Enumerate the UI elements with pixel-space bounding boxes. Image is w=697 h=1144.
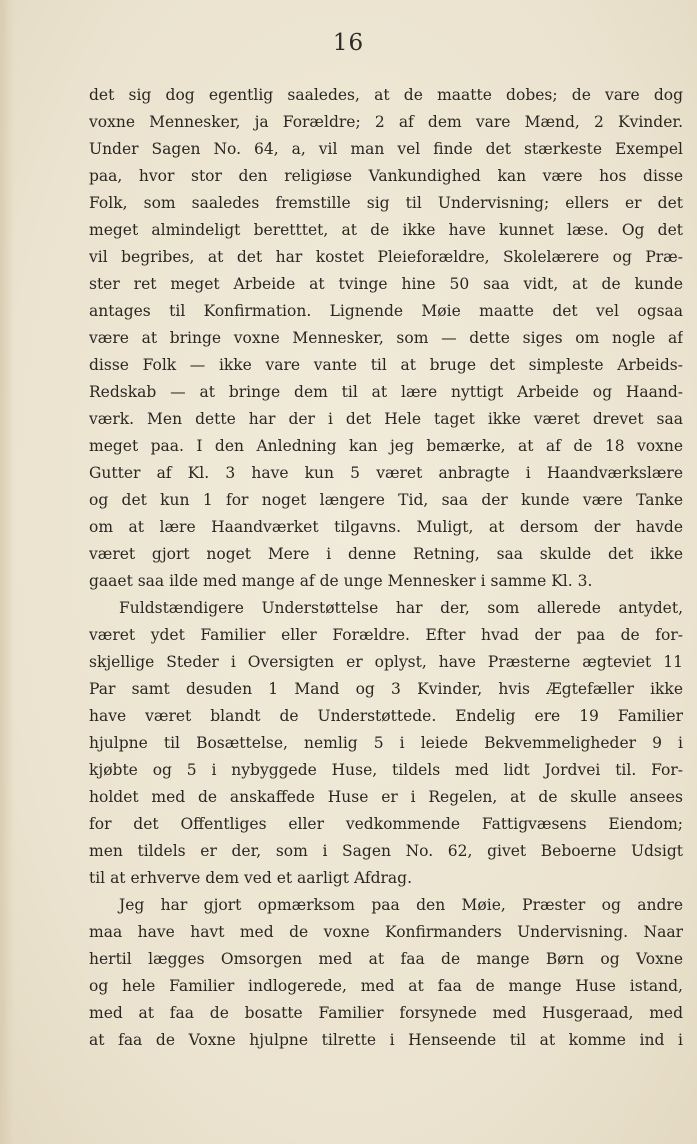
- text-line: været gjort noget Mere i denne Retning, saa skulde det ikke: [89, 545, 683, 563]
- text-line: voxne Mennesker, ja Forældre; 2 af dem vare Mænd, 2 Kvinder.: [89, 113, 683, 131]
- text-line: paa, hvor stor den religiøse Vankundighed kan være hos disse: [89, 167, 683, 185]
- text-line: hertil lægges Omsorgen med at faa de mange Børn og Voxne: [89, 950, 683, 968]
- text-line: antages til Konfirmation. Lignende Møie maatte det vel ogsaa: [89, 302, 683, 320]
- text-line: gaaet saa ilde med mange af de unge Mennesker i samme Kl. 3.: [89, 572, 593, 590]
- text-line: og det kun 1 for noget længere Tid, saa der kunde være Tanke: [89, 491, 683, 509]
- text-line: meget paa. I den Anledning kan jeg bemærke, at af de 18 voxne: [89, 437, 683, 455]
- text-line: disse Folk — ikke vare vante til at bruge det simpleste Arbeids-: [89, 356, 683, 374]
- text-line: og hele Familier indlogerede, med at faa de mange Huse istand,: [89, 977, 683, 995]
- text-line: Par samt desuden 1 Mand og 3 Kvinder, hvis Ægtefæller ikke: [89, 680, 683, 698]
- text-line: for det Offentliges eller vedkommende Fattigvæsens Eiendom;: [89, 815, 683, 833]
- body-text: [89, 82, 683, 1054]
- text-line: have været blandt de Understøttede. Endelig ere 19 Familier: [89, 707, 683, 725]
- text-line: Jeg har gjort opmærksom paa den Møie, Præster og andre: [119, 896, 683, 914]
- text-line: det sig dog egentlig saaledes, at de maatte dobes; de vare dog: [89, 86, 683, 104]
- text-line: om at lære Haandværket tilgavns. Muligt, at dersom der havde: [89, 518, 683, 536]
- text-line: holdet med de anskaffede Huse er i Regelen, at de skulle ansees: [89, 788, 683, 806]
- text-line: kjøbte og 5 i nybyggede Huse, tildels med lidt Jordvei til. For-: [89, 761, 683, 779]
- text-line: Redskab — at bringe dem til at lære nyttigt Arbeide og Haand-: [89, 383, 683, 401]
- text-line: med at faa de bosatte Familier forsynede med Husgeraad, med: [89, 1004, 683, 1022]
- text-line: men tildels er der, som i Sagen No. 62, givet Beboerne Udsigt: [89, 842, 683, 860]
- text-line: værk. Men dette har der i det Hele taget ikke været drevet saa: [89, 410, 683, 428]
- text-line: være at bringe voxne Mennesker, som — dette siges om nogle af: [89, 329, 683, 347]
- text-line: været ydet Familier eller Forældre. Efter hvad der paa de for-: [89, 626, 683, 644]
- page-gutter-shadow: [0, 0, 14, 1144]
- text-line: at faa de Voxne hjulpne tilrette i Henseende til at komme ind i: [89, 1031, 683, 1049]
- text-line: Under Sagen No. 64, a, vil man vel finde det stærkeste Exempel: [89, 140, 683, 158]
- text-line: skjellige Steder i Oversigten er oplyst, have Præsterne ægteviet 11: [89, 653, 683, 671]
- text-line: meget almindeligt beretttet, at de ikke have kunnet læse. Og det: [89, 221, 683, 239]
- text-line: ster ret meget Arbeide at tvinge hine 50 saa vidt, at de kunde: [89, 275, 683, 293]
- text-line: vil begribes, at det har kostet Pleieforældre, Skolelærere og Præ-: [89, 248, 683, 266]
- page-number: 16: [332, 30, 365, 56]
- text-line: hjulpne til Bosættelse, nemlig 5 i leiede Bekvemmeligheder 9 i: [89, 734, 683, 752]
- text-line: Folk, som saaledes fremstille sig til Undervisning; ellers er det: [89, 194, 683, 212]
- text-line: Gutter af Kl. 3 have kun 5 været anbragte i Haandværkslære: [89, 464, 683, 482]
- text-line: Fuldstændigere Understøttelse har der, som allerede antydet,: [119, 599, 683, 617]
- text-line: maa have havt med de voxne Konfirmanders Undervisning. Naar: [89, 923, 683, 941]
- text-line: til at erhverve dem ved et aarligt Afdrag.: [89, 869, 413, 887]
